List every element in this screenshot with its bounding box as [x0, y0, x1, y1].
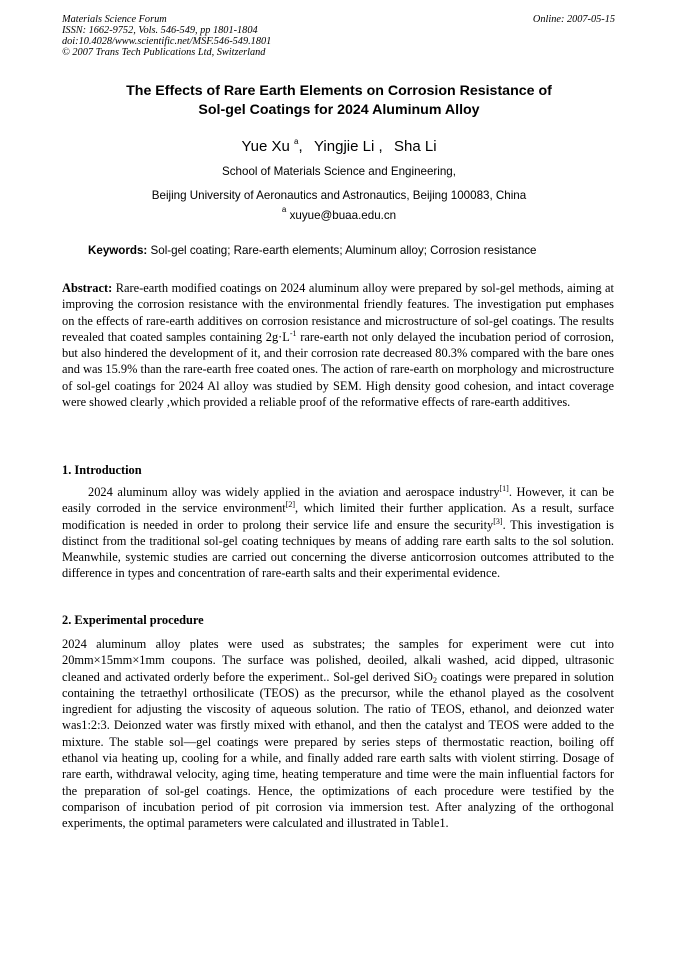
abstract-text: Rare-earth modified coatings on 2024 aluminum alloy were prepared by sol-gel methods, aiming at improving the corrosion resistance with the environmental friendly features. The investigation put emphases on the effects of rare-earth additives on corrosion resistance and microstructure of sol-gel coatings. The results revealed that coated samples containing 2g·L	[62, 281, 614, 344]
keywords	[88, 244, 537, 258]
section-heading: 2. Experimental procedure	[62, 613, 204, 627]
experimental-paragraph	[62, 636, 614, 832]
paragraph-text: . However, it can be easily corroded in the service environment	[62, 485, 614, 516]
abstract-text: rare-earth not only delayed the incubation period of corrosion, but also hindered the development of it, and their corrosion rate decreased 80.3% compared with the bare ones and was 15.9% than the rare-earth free coated ones. The action of rare-earth on morphology and microstructure of sol-gel coatings for 2024 Al alloy was studied by SEM. High density good cohesion, and intact coverage were showed clearly ,which provided a reliable proof of the reformative effects of rare-earth additives.	[62, 329, 614, 410]
author-affil-marker: a	[294, 137, 299, 146]
keywords-label: Keywords:	[88, 244, 148, 257]
author-separator: ,	[378, 138, 383, 155]
paragraph-text: . This investigation is distinct from the traditional sol-gel coating techniques by means of adding rare earth salts to the sol solution. Meanwhile, systemic studies are carried out concerning the diverse anticorrosion outcomes attributed to the difference in types and concentration of rare-earth salts and their experimental evidence.	[62, 517, 614, 581]
journal-name: Materials Science Forum	[62, 14, 167, 25]
section-heading: 1. Introduction	[62, 463, 142, 477]
paragraph-text: 2024 aluminum alloy plates were used as substrates; the samples for experiment were cut into 20mm×15mm×1mm coupons. The surface was polished, deoiled, alkali washed, acid dipped, ultrasonic cleaned and activated orderly before the experiment.. Sol-gel derived SiO	[62, 637, 614, 684]
author-name: Yue Xu	[241, 138, 290, 155]
unit-superscript: -1	[289, 328, 297, 338]
author-name: Sha Li	[394, 138, 437, 155]
doi-line: doi:10.4028/www.scientific.net/MSF.546-549.1801	[62, 36, 272, 47]
email-marker: a	[281, 205, 287, 214]
title-line-2: Sol-gel Coatings for 2024 Aluminum Alloy	[198, 102, 480, 118]
title-line-1: The Effects of Rare Earth Elements on Corrosion Resistance of	[126, 83, 552, 99]
author-list	[0, 138, 678, 156]
paragraph-text: , which limited their further application. As a result, surface modification is needed in order to prolong their service life and ensure the security	[62, 501, 614, 532]
journal-header	[62, 14, 271, 58]
abstract-label: Abstract:	[62, 281, 113, 295]
chemical-subscript: 2	[432, 675, 437, 685]
introduction-paragraph	[62, 484, 614, 582]
issn-line: ISSN: 1662-9752, Vols. 546-549, pp 1801-1804	[62, 25, 258, 36]
citation-ref: [1]	[499, 484, 509, 493]
email-line	[0, 205, 678, 223]
online-date: Online: 2007-05-15	[532, 14, 615, 25]
author-name: Yingjie Li	[313, 138, 375, 155]
author-separator: ,	[298, 138, 303, 155]
citation-ref: [3]	[493, 516, 503, 526]
paragraph-text: 2024 aluminum alloy was widely applied in the aviation and aerospace industry	[88, 485, 500, 499]
affiliation-line-2: Beijing University of Aeronautics and Astronautics, Beijing 100083, China	[151, 189, 527, 202]
paragraph-text: coatings were prepared in solution containing the tetraethyl orthosilicate (TEOS) as the precursor, while the ethanol played as the cosolvent ingredient for adjusting the viscosity of aqueous solution. The ratio of TEOS, ethanol, and deionzed water was1:2:3. Deionzed water was firstly mixed with ethanol, and then the catalyst and TEOS were added to the mixture. The stable sol—gel coatings were prepared by series steps of thermostatic reaction, boiling off ethanol via heating up, cooling for a while, and finally added rare earth salts with violent stirring. Dosage of rare earth, withdrawal velocity, aging time, heating temperature and time were the main influential factors for the preparation of sol-gel coatings. Hence, the optimizations of each procedure were testified by the comparison of incubation period of pit corrosion via immersion test. After analyzing of the orthogonal experiments, the optimal parameters were calculated and illustrated in Table1.	[62, 669, 614, 831]
paper-title	[0, 82, 678, 120]
keywords-text: Sol-gel coating; Rare-earth elements; Aluminum alloy; Corrosion resistance	[150, 244, 537, 257]
copyright-line: © 2007 Trans Tech Publications Ltd, Switzerland	[62, 47, 266, 58]
email-address: xuyue@buaa.edu.cn	[289, 209, 397, 222]
abstract	[62, 280, 614, 410]
citation-ref: [2]	[285, 500, 296, 510]
affiliation-line-1: School of Materials Science and Engineering,	[222, 165, 456, 178]
